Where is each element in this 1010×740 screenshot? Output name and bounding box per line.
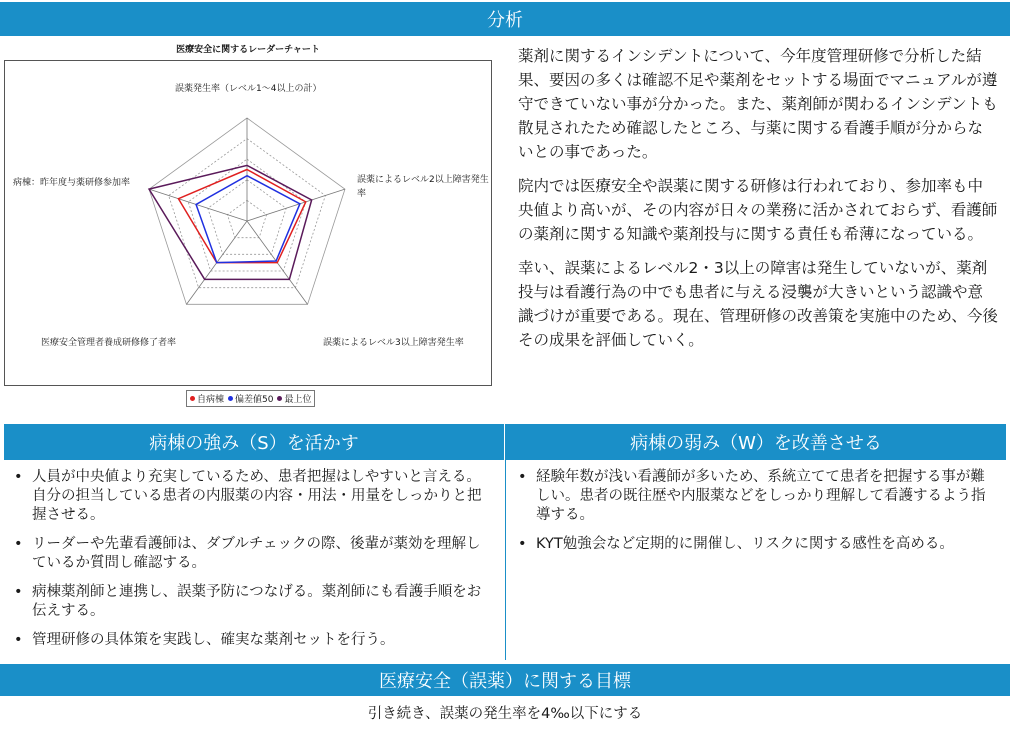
bullet-icon: • (14, 536, 23, 552)
list-item (4, 535, 494, 573)
bullet-icon: • (14, 469, 23, 485)
strengths-list (4, 468, 494, 660)
weakness-text: 経験年数が浅い看護師が多いため、系統立てて患者を把握する事が難しい。患者の既往歴や内服薬などをしっかり理解して看護するよう指導する。 (536, 469, 986, 523)
legend-label-top: 最上位 (284, 395, 312, 405)
strength-text: 病棟薬剤師と連携し、誤薬予防につなげる。薬剤師にも看護手順をお伝えする。 (32, 584, 482, 619)
chart-title: 医療安全に関するレーダーチャート (176, 45, 320, 55)
axis-label-2: 誤薬によるレベル3以上障害発生率 (323, 338, 464, 348)
list-item (508, 535, 998, 554)
bullet-icon: • (14, 584, 23, 600)
legend-item-top (277, 392, 311, 405)
axis-label-1: 誤薬によるレベル2以上障害発生率 (357, 175, 489, 199)
axis-label-0: 誤薬発生率（レベル1～4以上の計） (175, 84, 322, 94)
bullet-icon: • (518, 536, 527, 552)
weaknesses-title: 病棟の弱み（W）を改善させる (630, 433, 882, 454)
weaknesses-list (508, 468, 998, 564)
strength-text: 人員が中央値より充実しているため、患者把握はしやすいと言える。自分の担当している患者の内服薬の内容・用法・用量をしっかりと把握させる。 (32, 469, 482, 523)
strength-text: 管理研修の具体策を実践し、確実な薬剤セットを行う。 (32, 632, 395, 648)
legend-item-own (190, 392, 224, 405)
analysis-paragraph-2: 院内では医療安全や誤薬に関する研修は行われており、参加率も中央値より高いが、その内容が日々の業務に活かされておらず、看護師の薬剤に関する知識や薬剤投与に関する責任も希薄になっている。 (518, 177, 998, 243)
legend-dot-top (277, 396, 282, 401)
analysis-title: 分析 (487, 10, 523, 31)
legend-label-median: 偏差値50 (235, 395, 274, 405)
analysis-text (518, 44, 998, 362)
bullet-icon: • (14, 632, 23, 648)
strengths-title: 病棟の強み（S）を活かす (149, 433, 359, 454)
bullet-icon: • (518, 469, 527, 485)
weaknesses-header (506, 424, 1006, 460)
list-item (4, 631, 494, 650)
legend-dot-own (190, 396, 195, 401)
axis-label-3: 医療安全管理者養成研修修了者率 (41, 338, 177, 348)
legend-dot-median (228, 396, 233, 401)
list-item (4, 468, 494, 525)
goal-text: 引き続き、誤薬の発生率を4‰以下にする (367, 706, 643, 722)
chart-legend (186, 390, 315, 407)
axis-spoke-4 (149, 189, 247, 221)
goal-title: 医療安全（誤薬）に関する目標 (379, 671, 631, 692)
analysis-header (0, 2, 1010, 36)
analysis-paragraph-3: 幸い、誤薬によるレベル2・3以上の障害は発生していないが、薬剤投与は看護行為の中でも患者に与える浸襲が大きいという認識や意識づけが重要である。現在、管理研修の改善策を実施中のため、今後その成果を評価していく。 (518, 259, 998, 349)
axis-spoke-1 (247, 189, 345, 221)
list-item (4, 583, 494, 621)
list-item (508, 468, 998, 525)
column-divider (505, 424, 506, 660)
axis-label-4: 病棟：昨年度与薬研修参加率 (13, 178, 131, 188)
strength-text: リーダーや先輩看護師は、ダブルチェックの際、後輩が薬効を理解しているか質問し確認する。 (32, 536, 481, 571)
goal-header (0, 664, 1010, 696)
weakness-text: KYT勉強会など定期的に開催し、リスクに関する感性を高める。 (536, 536, 954, 552)
legend-label-own: 自病棟 (197, 395, 225, 405)
radar-chart (4, 60, 492, 386)
series-line-1 (196, 176, 300, 263)
strengths-header (4, 424, 504, 460)
analysis-paragraph-1: 薬剤に関するインシデントについて、今年度管理研修で分析した結果、要因の多くは確認不足や薬剤をセットする場面でマニュアルが遵守できていない事が分かった。また、薬剤師が関わるインシデントも散見されたため確認したところ、与薬に関する看護手順が分からないとの事であった。 (518, 47, 998, 161)
legend-item-median (228, 392, 273, 405)
